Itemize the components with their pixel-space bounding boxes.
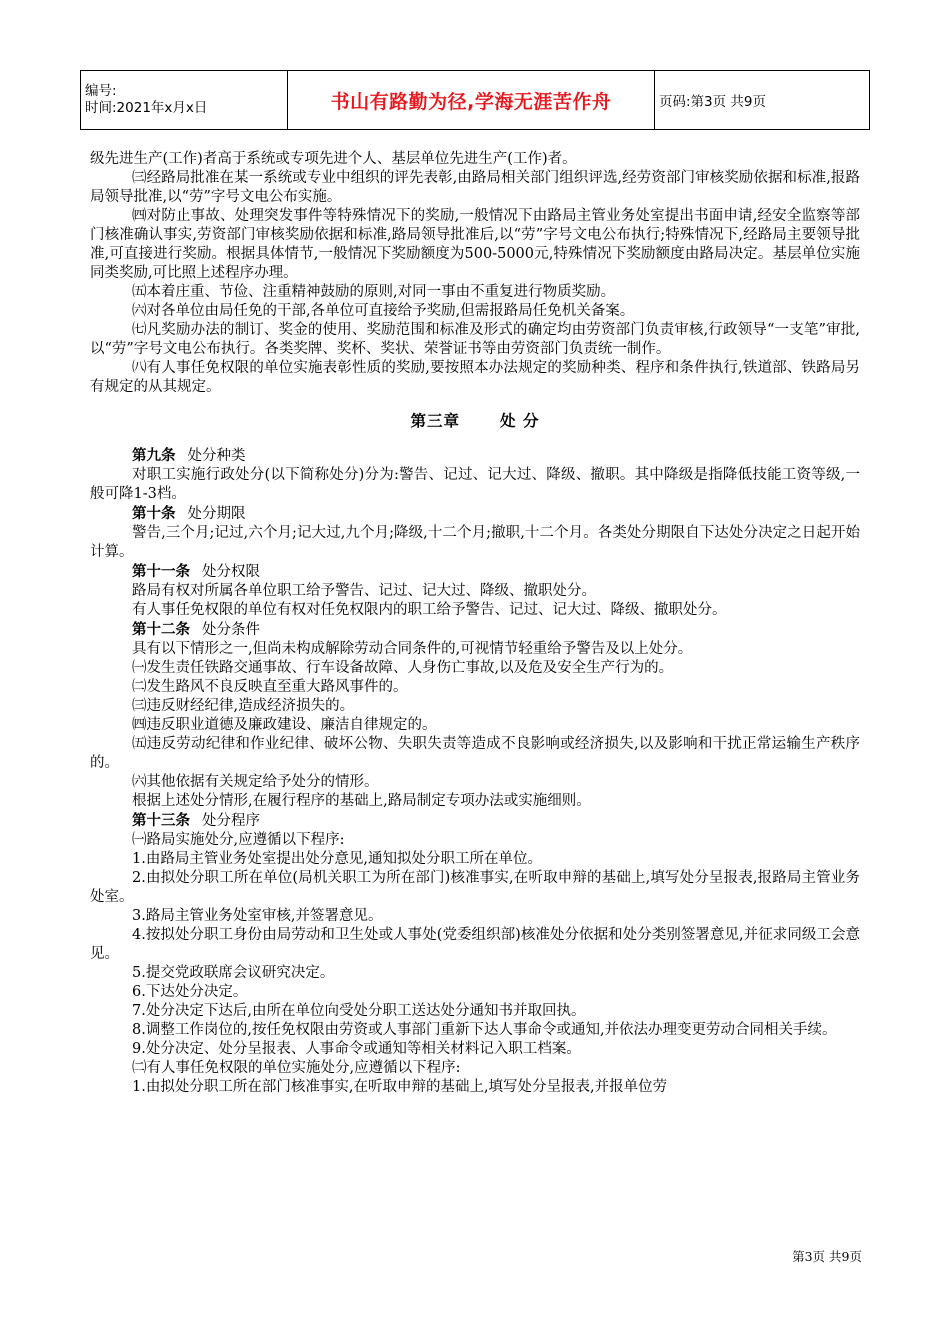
list-item: 9.处分决定、处分呈报表、人事命令或通知等相关材料记入职工档案。	[132, 1041, 581, 1057]
list-item: 4.按拟处分职工身份由局劳动和卫生处或人事处(党委组织部)核准处分依据和处分类别签署意见,并征求同级工会意见。	[90, 927, 860, 962]
paragraph: ㈦凡奖励办法的制订、奖金的使用、奖励范围和标准及形式的确定均由劳资部门负责审核,行政领导“一支笔”审批,以“劳”字号文电公布执行。各类奖牌、奖杯、奖状、荣誉证书等由劳资部门负责统一制作。	[90, 322, 860, 357]
header-time-label: 时间:2021年x月x日	[85, 100, 208, 116]
paragraph: ㈢经路局批准在某一系统或专业中组织的评先表彰,由路局相关部门组织评选,经劳资部门审核奖励依据和标准,报路局领导批准,以“劳”字号文电公布实施。	[90, 170, 860, 205]
list-item: 6.下达处分决定。	[132, 984, 248, 1000]
article-number: 第十条	[132, 505, 176, 522]
article-title: 处分条件	[202, 622, 260, 638]
article-title: 处分期限	[187, 506, 246, 522]
paragraph: 具有以下情形之一,但尚未构成解除劳动合同条件的,可视情节轻重给予警告及以上处分。	[132, 641, 693, 657]
paragraph: 根据上述处分情形,在履行程序的基础上,路局制定专项办法或实施细则。	[132, 793, 591, 809]
article-number: 第十一条	[132, 563, 190, 580]
list-item: ㈤违反劳动纪律和作业纪律、破坏公物、失职失责等造成不良影响或经济损失,以及影响和干扰正常运输生产秩序的。	[90, 736, 860, 771]
page-header	[80, 70, 870, 130]
list-item: 7.处分决定下达后,由所在单位向受处分职工送达处分通知书并取回执。	[132, 1003, 586, 1019]
article-number: 第十二条	[132, 621, 190, 638]
article-heading	[90, 811, 860, 831]
article-heading	[90, 446, 860, 466]
paragraph: 路局有权对所属各单位职工给予警告、记过、记大过、降级、撤职处分。	[132, 583, 596, 599]
article-number: 第九条	[132, 447, 176, 464]
paragraph: 警告,三个月;记过,六个月;记大过,九个月;降级,十二个月;撤职,十二个月。各类处分期限自下达处分决定之日起开始计算。	[90, 525, 860, 560]
header-page-label: 页码:第3页 共9页	[655, 71, 870, 130]
list-item: ㈥其他依据有关规定给予处分的情形。	[132, 774, 379, 790]
chapter-heading	[90, 411, 860, 430]
header-meta-cell	[81, 71, 288, 130]
list-item: ㈣违反职业道德及廉政建设、廉洁自律规定的。	[132, 717, 437, 733]
list-item: ㈡发生路风不良反映直至重大路风事件的。	[132, 679, 408, 695]
list-item: ㈠发生责任铁路交通事故、行车设备故障、人身伤亡事故,以及危及安全生产行为的。	[132, 660, 674, 676]
list-item: 3.路局主管业务处室审核,并签署意见。	[132, 908, 383, 924]
paragraph: ㈥对各单位由局任免的干部,各单位可直接给予奖励,但需报路局任免机关备案。	[132, 303, 635, 319]
list-item: ㈡有人事任免权限的单位实施处分,应遵循以下程序:	[132, 1060, 461, 1076]
page-footer: 第3页 共9页	[792, 1249, 862, 1264]
list-item: 1.由拟处分职工所在部门核准事实,在听取申辩的基础上,填写处分呈报表,并报单位劳	[132, 1079, 668, 1095]
chapter-number: 第三章	[410, 411, 461, 430]
document-body	[90, 150, 860, 1097]
list-item: 2.由拟处分职工所在单位(局机关职工为所在部门)核准事实,在听取申辩的基础上,填写处分呈报表,报路局主管业务处室。	[90, 870, 860, 905]
article-title: 处分权限	[202, 564, 260, 580]
paragraph: 级先进生产(工作)者高于系统或专项先进个人、基层单位先进生产(工作)者。	[90, 151, 577, 167]
header-number-label: 编号:	[85, 83, 117, 99]
paragraph: ㈤本着庄重、节俭、注重精神鼓励的原则,对同一事由不重复进行物质奖励。	[132, 284, 616, 300]
paragraph: 有人事任免权限的单位有权对任免权限内的职工给予警告、记过、记大过、降级、撤职处分。	[132, 602, 727, 618]
list-item: 5.提交党政联席会议研究决定。	[132, 965, 335, 981]
article-number: 第十三条	[132, 812, 190, 829]
list-item: ㈠路局实施处分,应遵循以下程序:	[132, 832, 345, 848]
paragraph: 对职工实施行政处分(以下简称处分)分为:警告、记过、记大过、降级、撤职。其中降级是指降低技能工资等级,一般可降1-3档。	[90, 467, 860, 502]
list-item: 1.由路局主管业务处室提出处分意见,通知拟处分职工所在单位。	[132, 851, 542, 867]
article-title: 处分程序	[202, 813, 260, 829]
header-motto: 书山有路勤为径,学海无涯苦作舟	[288, 71, 655, 130]
article-heading	[90, 562, 860, 582]
paragraph: ㈣对防止事故、处理突发事件等特殊情况下的奖励,一般情况下由路局主管业务处室提出书面申请,经安全监察等部门核准确认事实,劳资部门审核奖励依据和标准,路局领导批准后,以“劳”字号文电公布执行;特殊情况下,经路局主要领导批准,可直接进行奖励。根据具体情节,一般情况下奖励额度为500-5000元,特殊情况下奖励额度由路局决定。基层单位实施同类奖励,可比照上述程序办理。	[90, 208, 860, 281]
article-heading	[90, 620, 860, 640]
paragraph: ㈧有人事任免权限的单位实施表彰性质的奖励,要按照本办法规定的奖励种类、程序和条件执行,铁道部、铁路局另有规定的从其规定。	[90, 360, 860, 395]
article-title: 处分种类	[187, 448, 246, 464]
list-item: 8.调整工作岗位的,按任免权限由劳资或人事部门重新下达人事命令或通知,并依法办理变更劳动合同相关手续。	[132, 1022, 837, 1038]
list-item: ㈢违反财经纪律,造成经济损失的。	[132, 698, 355, 714]
chapter-title: 处 分	[500, 411, 540, 430]
article-heading	[90, 504, 860, 524]
